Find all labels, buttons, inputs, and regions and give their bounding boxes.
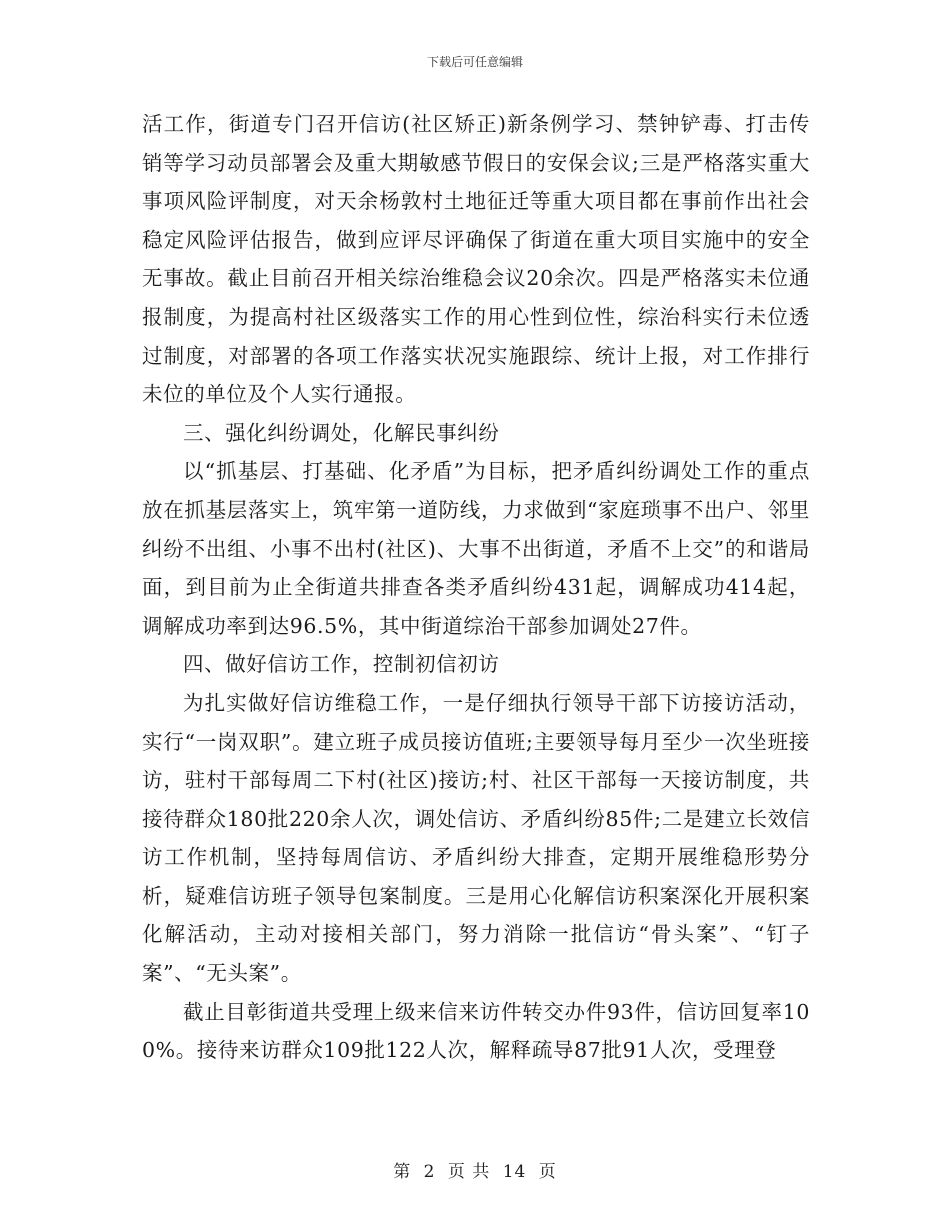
document-body <box>142 105 810 1070</box>
section-heading-4: 四、做好信访工作，控制初信初访 <box>183 652 500 677</box>
section-heading-3: 三、强化纠纷调处，化解民事纠纷 <box>183 420 500 445</box>
page-number-footer <box>0 1157 950 1182</box>
paragraph-petition-work: 为扎实做好信访维稳工作，一是仔细执行领导干部下访接访活动，实行“一岗双职”。建立班子成员接访值班;主要领导每月至少一次坐班接访，驻村干部每周二下村(社区)接访;村、社区干部每一天接访制度，共接待群众180批220余人次，调处信访、矛盾纠纷85件;二是建立长效信访工作机制，坚持每周信访、矛盾纠纷大排查，定期开展维稳形势分析，疑难信访班子领导包案制度。三是用心化解信访积案深化开展积案化解活动，主动对接相关部门，努力消除一批信访“骨头案”、“钉子案”、“无头案”。 <box>142 690 810 986</box>
footer-total-pages: 14 <box>502 1162 527 1182</box>
paragraph-dispute-mediation: 以“抓基层、打基础、化矛盾”为目标，把矛盾纠纷调处工作的重点放在抓基层落实上，筑牢第一道防线，力求做到“家庭琐事不出户、邻里纠纷不出组、小事不出村(社区)、大事不出街道，矛盾不上交”的和谐局面，到目前为止全街道共排查各类矛盾纠纷431起，调解成功414起，调解成功率到达96.5%，其中街道综治干部参加调处27件。 <box>142 459 810 638</box>
header-note: 下载后可任意编辑 <box>426 55 523 69</box>
footer-prefix: 第 <box>393 1162 412 1182</box>
paragraph-continuation: 活工作，街道专门召开信访(社区矫正)新条例学习、禁钟铲毒、打击传销等学习动员部署会及重大期敏感节假日的安保会议;三是严格落实重大事项风险评制度，对天余杨敦村土地征迁等重大项目都在事前作出社会稳定风险评估报告，做到应评尽评确保了街道在重大项目实施中的安全无事故。截止目前召开相关综治维稳会议20余次。四是严格落实未位通报制度，为提高村社区级落实工作的用心性到位性，综治科实行未位透过制度，对部署的各项工作落实状况实施跟综、统计上报，对工作排行未位的单位及个人实行通报。 <box>142 112 810 407</box>
footer-current-page: 2 <box>423 1162 436 1182</box>
footer-middle: 页 共 <box>447 1162 491 1182</box>
paragraph-petition-stats: 截止目彰街道共受理上级来信来访件转交办件93件，信访回复率100%。接待来访群众109批122人次，解释疏导87批91人次，受理登 <box>142 999 810 1063</box>
footer-suffix: 页 <box>538 1162 557 1182</box>
